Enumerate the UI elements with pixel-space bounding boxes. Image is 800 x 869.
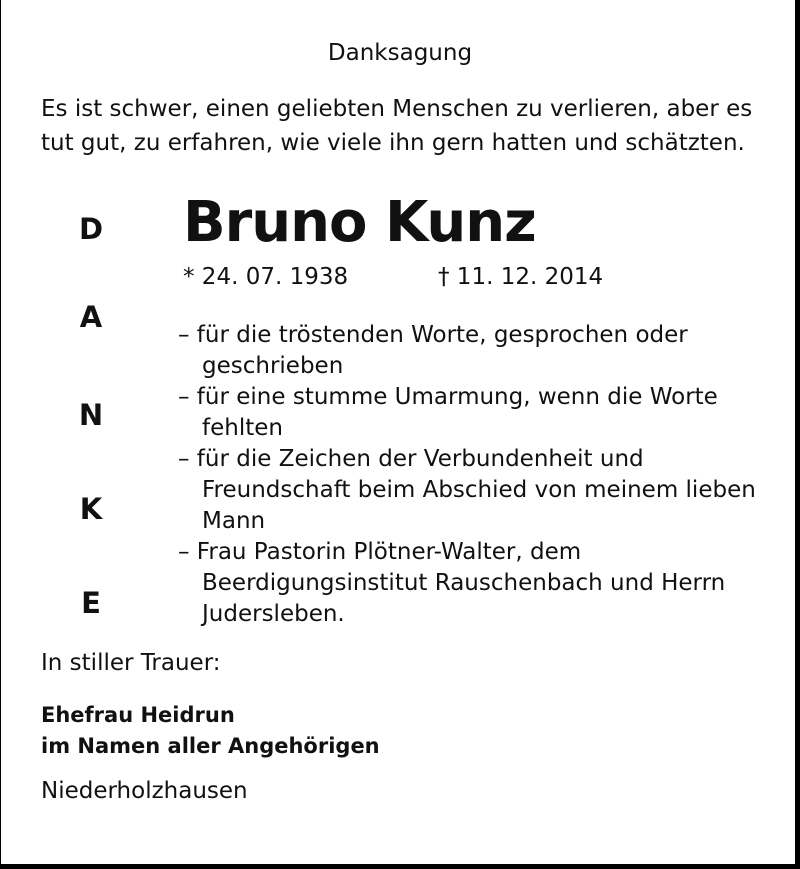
place-name: Niederholzhausen	[41, 778, 248, 804]
danke-letter-a: A	[79, 300, 103, 334]
birth-date: * 24. 07. 1938	[183, 264, 349, 290]
mourning-label: In stiller Trauer:	[41, 650, 221, 676]
danke-letter-e: E	[81, 586, 101, 620]
life-dates	[183, 264, 604, 290]
danke-letter-n: N	[78, 398, 104, 432]
death-date: † 11. 12. 2014	[438, 264, 604, 290]
thanks-list	[178, 320, 778, 630]
thanks-item: – Frau Pastorin Plötner-Walter, dem Beerdigungsinstitut Rauschenbach und Herrn Judersleben.	[178, 539, 726, 627]
deceased-name: Bruno Kunz	[183, 190, 536, 255]
intro-line-1: Es ist schwer, einen geliebten Menschen zu verlieren, aber es	[41, 96, 753, 122]
intro-text	[41, 92, 781, 160]
notice-heading: Danksagung	[327, 40, 473, 66]
danke-letter-k: K	[79, 492, 103, 526]
thanks-item: – für eine stumme Umarmung, wenn die Worte fehlten	[178, 384, 718, 441]
signature-line-1: Ehefrau Heidrun	[41, 703, 235, 727]
danke-letter-d: D	[78, 212, 104, 246]
thanks-item: – für die Zeichen der Verbundenheit und Freundschaft beim Abschied von meinem lieben Mann	[178, 446, 756, 534]
thanks-item: – für die tröstenden Worte, gesprochen oder geschrieben	[178, 322, 688, 379]
signature-line-2: im Namen aller Angehörigen	[41, 734, 380, 758]
intro-line-2: tut gut, zu erfahren, wie viele ihn gern hatten und schätzten.	[41, 130, 745, 156]
signature-block	[41, 700, 380, 762]
